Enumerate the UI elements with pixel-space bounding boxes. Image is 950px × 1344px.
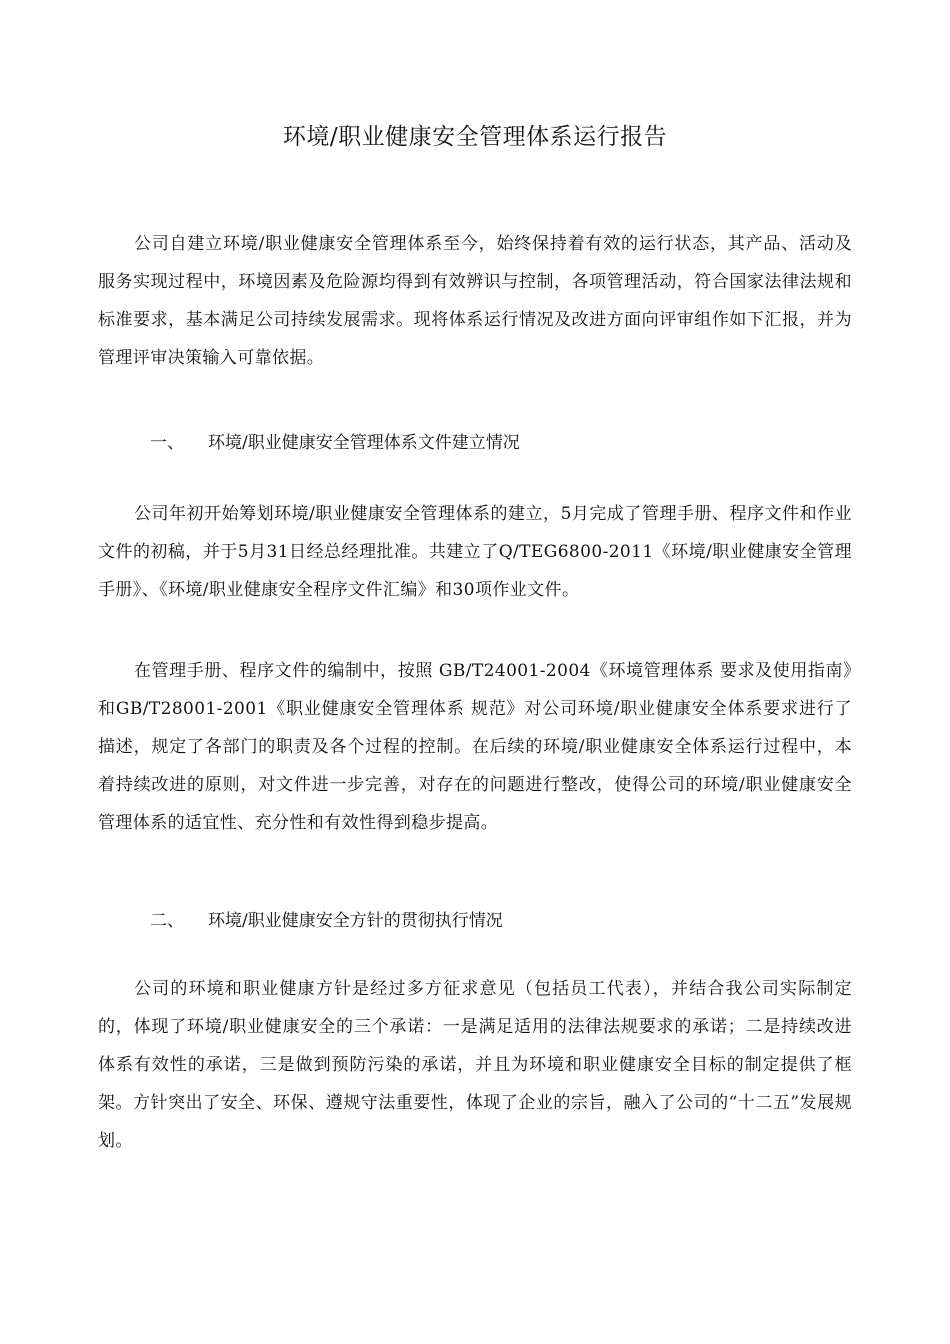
section-1-heading: [150, 428, 520, 458]
section-2-number: 二、: [150, 911, 184, 931]
intro-paragraph: 公司自建立环境/职业健康安全管理体系至今，始终保持着有效的运行状态，其产品、活动及服务实现过程中，环境因素及危险源均得到有效辨识与控制，各项管理活动，符合国家法律法规和标准要求，基本满足公司持续发展需求。现将体系运行情况及改进方面向评审组作如下汇报，并为管理评审决策输入可靠依据。: [98, 234, 852, 368]
section-2-paragraph-1: 公司的环境和职业健康方针是经过多方征求意见（包括员工代表），并结合我公司实际制定的，体现了环境/职业健康安全的三个承诺：一是满足适用的法律法规要求的承诺；二是持续改进体系有效性的承诺，三是做到预防污染的承诺，并且为环境和职业健康安全目标的制定提供了框架。方针突出了安全、环保、遵规守法重要性，体现了企业的宗旨，融入了公司的“十二五”发展规划。: [98, 979, 852, 1151]
document-title: 环境/职业健康安全管理体系运行报告: [282, 124, 668, 150]
section-1-paragraph-1: 公司年初开始筹划环境/职业健康安全管理体系的建立，5月完成了管理手册、程序文件和作业文件的初稿，并于5月31日经总经理批准。共建立了Q/TEG6800-2011《环境/职业健康安全管理手册》、《环境/职业健康安全程序文件汇编》和30项作业文件。: [98, 504, 852, 600]
section-2-heading: [150, 906, 503, 936]
section-2-title: 环境/职业健康安全方针的贯彻执行情况: [208, 911, 503, 931]
section-1-paragraph-2: 在管理手册、程序文件的编制中，按照 GB/T24001-2004《环境管理体系 要求及使用指南》和GB/T28001-2001《职业健康安全管理体系 规范》对公司环境/职业健康安全体系要求进行了描述，规定了各部门的职责及各个过程的控制。在后续的环境/职业健康安全体系运行过程中，本着持续改进的原则，对文件进一步完善，对存在的问题进行整改，使得公司的环境/职业健康安全管理体系的适宜性、充分性和有效性得到稳步提高。: [98, 661, 852, 833]
section-1-number: 一、: [150, 433, 184, 453]
section-1-title: 环境/职业健康安全管理体系文件建立情况: [208, 433, 520, 453]
